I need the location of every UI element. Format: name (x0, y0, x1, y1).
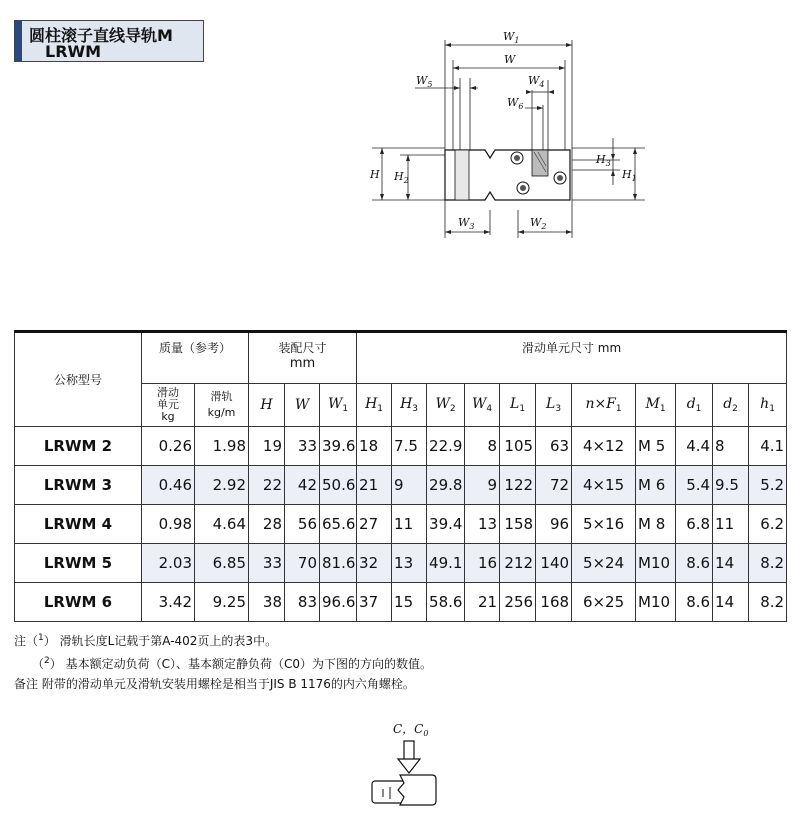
cell-h1: 8.2 (749, 583, 787, 622)
cell-h3: 11 (392, 505, 427, 544)
hdr-H1: $H_1$ (357, 384, 392, 427)
mass-rail-header: 滑轨 kg/m (195, 384, 249, 427)
remark: 备注 附带的滑动单元及滑轨安装用螺栓是相当于JIS B 1176的内六角螺栓。 (14, 677, 415, 691)
cell-nf1: 5×16 (572, 505, 636, 544)
cell-h: 19 (249, 427, 285, 466)
dimension-drawing (360, 20, 650, 245)
cell-w: 33 (285, 427, 320, 466)
hdr-H: H (249, 384, 285, 427)
cell-w2: 49.1 (427, 544, 465, 583)
cell-h3: 13 (392, 544, 427, 583)
cell-d2: 14 (713, 583, 749, 622)
label-H3: $H_3$ (596, 153, 611, 168)
hdr-nF1: $n\times F_1$ (572, 384, 636, 427)
cell-w: 42 (285, 466, 320, 505)
hdr-W2: $W_2$ (427, 384, 465, 427)
cell-rail_kgm: 4.64 (195, 505, 249, 544)
hdr-h1: $h_1$ (749, 384, 787, 427)
table-row (15, 544, 787, 583)
title-box (14, 20, 204, 62)
rail-block-icon (372, 775, 436, 805)
load-label: C，$C_0$ (393, 722, 429, 738)
grp-slide-header: 滑动单元尺寸 mm (357, 332, 787, 384)
cell-d1: 6.8 (676, 505, 713, 544)
cell-h3: 9 (392, 466, 427, 505)
cell-w2: 29.8 (427, 466, 465, 505)
hdr-d2: $d_2$ (713, 384, 749, 427)
cell-l3: 72 (536, 466, 572, 505)
hdr-L1: $L_1$ (500, 384, 536, 427)
cell-h1: 18 (357, 427, 392, 466)
note-1: 注（$^1$） 滑轨长度L记载于第A-402页上的表3中。 (14, 633, 278, 648)
cell-h1: 8.2 (749, 544, 787, 583)
cell-w4: 8 (465, 427, 500, 466)
label-H1: $H_1$ (622, 168, 637, 183)
cell-w: 70 (285, 544, 320, 583)
cell-l3: 168 (536, 583, 572, 622)
cell-slide_kg: 0.46 (142, 466, 195, 505)
cell-w1: 50.6 (320, 466, 357, 505)
model-cell: LRWM 6 (15, 583, 142, 622)
label-W2: $W_2$ (530, 216, 547, 231)
cell-h1: 4.1 (749, 427, 787, 466)
cell-slide_kg: 2.03 (142, 544, 195, 583)
title-accent-bar (15, 21, 22, 61)
cell-h1: 32 (357, 544, 392, 583)
cell-w4: 16 (465, 544, 500, 583)
grp-mass-header: 质量（参考） (142, 332, 249, 384)
cell-nf1: 4×12 (572, 427, 636, 466)
cell-h3: 15 (392, 583, 427, 622)
spec-table (14, 330, 787, 622)
grp-mount-header: 装配尺寸 mm (249, 332, 357, 384)
cell-d2: 9.5 (713, 466, 749, 505)
cell-h: 22 (249, 466, 285, 505)
label-W3: $W_3$ (458, 216, 475, 231)
cell-l1: 105 (500, 427, 536, 466)
cell-rail_kgm: 6.85 (195, 544, 249, 583)
cell-d1: 8.6 (676, 583, 713, 622)
cell-w: 83 (285, 583, 320, 622)
cell-h3: 7.5 (392, 427, 427, 466)
cell-h1: 21 (357, 466, 392, 505)
cell-w4: 13 (465, 505, 500, 544)
cell-slide_kg: 3.42 (142, 583, 195, 622)
cell-h1: 5.2 (749, 466, 787, 505)
load-arrow-icon (398, 741, 420, 773)
cell-l3: 96 (536, 505, 572, 544)
hdr-H3: $H_3$ (392, 384, 427, 427)
table-row (15, 583, 787, 622)
cell-w2: 39.4 (427, 505, 465, 544)
cell-w1: 39.6 (320, 427, 357, 466)
page-title: 圆柱滚子直线导轨M (29, 26, 173, 45)
cell-rail_kgm: 2.92 (195, 466, 249, 505)
cell-m1: M 6 (636, 466, 676, 505)
cell-w1: 65.6 (320, 505, 357, 544)
cell-l1: 158 (500, 505, 536, 544)
cell-w4: 21 (465, 583, 500, 622)
hdr-L3: $L_3$ (536, 384, 572, 427)
cell-w1: 81.6 (320, 544, 357, 583)
cell-m1: M 8 (636, 505, 676, 544)
hdr-d1: $d_1$ (676, 384, 713, 427)
cell-d1: 4.4 (676, 427, 713, 466)
mass-slide-header: 滑动 单元 kg (142, 384, 195, 427)
label-W5: $W_5$ (416, 74, 433, 89)
cell-h1: 6.2 (749, 505, 787, 544)
hdr-W1: $W_1$ (320, 384, 357, 427)
notes (14, 628, 432, 694)
load-direction-diagram (360, 715, 450, 815)
hdr-W4: $W_4$ (465, 384, 500, 427)
cell-slide_kg: 0.98 (142, 505, 195, 544)
page-subtitle: LRWM (45, 42, 102, 61)
model-cell: LRWM 2 (15, 427, 142, 466)
cell-w1: 96.6 (320, 583, 357, 622)
cell-h: 38 (249, 583, 285, 622)
cell-w2: 58.6 (427, 583, 465, 622)
model-cell: LRWM 4 (15, 505, 142, 544)
cell-l1: 212 (500, 544, 536, 583)
cell-slide_kg: 0.26 (142, 427, 195, 466)
cell-l3: 63 (536, 427, 572, 466)
label-W6: $W_6$ (507, 96, 524, 111)
cell-l3: 140 (536, 544, 572, 583)
cell-m1: M 5 (636, 427, 676, 466)
label-W4: $W_4$ (528, 74, 545, 89)
hdr-M1: $M_1$ (636, 384, 676, 427)
label-W1: $W_1$ (503, 30, 520, 45)
cell-l1: 256 (500, 583, 536, 622)
hdr-W: W (285, 384, 320, 427)
cell-d1: 5.4 (676, 466, 713, 505)
cell-h: 28 (249, 505, 285, 544)
label-H2: $H_2$ (394, 170, 409, 185)
cell-d2: 8 (713, 427, 749, 466)
label-H: H (370, 168, 380, 181)
label-W: W (504, 53, 516, 66)
cell-h1: 27 (357, 505, 392, 544)
cell-rail_kgm: 1.98 (195, 427, 249, 466)
note-2: （$^2$） 基本额定动负荷（C）、基本额定静负荷（C0）为下图的方向的数值。 (32, 656, 432, 671)
cell-w2: 22.9 (427, 427, 465, 466)
table-row (15, 505, 787, 544)
cell-h: 33 (249, 544, 285, 583)
cell-rail_kgm: 9.25 (195, 583, 249, 622)
cell-m1: M10 (636, 583, 676, 622)
cell-nf1: 5×24 (572, 544, 636, 583)
cell-w4: 9 (465, 466, 500, 505)
model-cell: LRWM 5 (15, 544, 142, 583)
cell-l1: 122 (500, 466, 536, 505)
cell-d2: 11 (713, 505, 749, 544)
table-row (15, 466, 787, 505)
col-model-header: 公称型号 (15, 332, 142, 427)
cell-nf1: 6×25 (572, 583, 636, 622)
table-row (15, 427, 787, 466)
cell-d1: 8.6 (676, 544, 713, 583)
cell-h1: 37 (357, 583, 392, 622)
cell-m1: M10 (636, 544, 676, 583)
cell-nf1: 4×15 (572, 466, 636, 505)
model-cell: LRWM 3 (15, 466, 142, 505)
cell-d2: 14 (713, 544, 749, 583)
cell-w: 56 (285, 505, 320, 544)
